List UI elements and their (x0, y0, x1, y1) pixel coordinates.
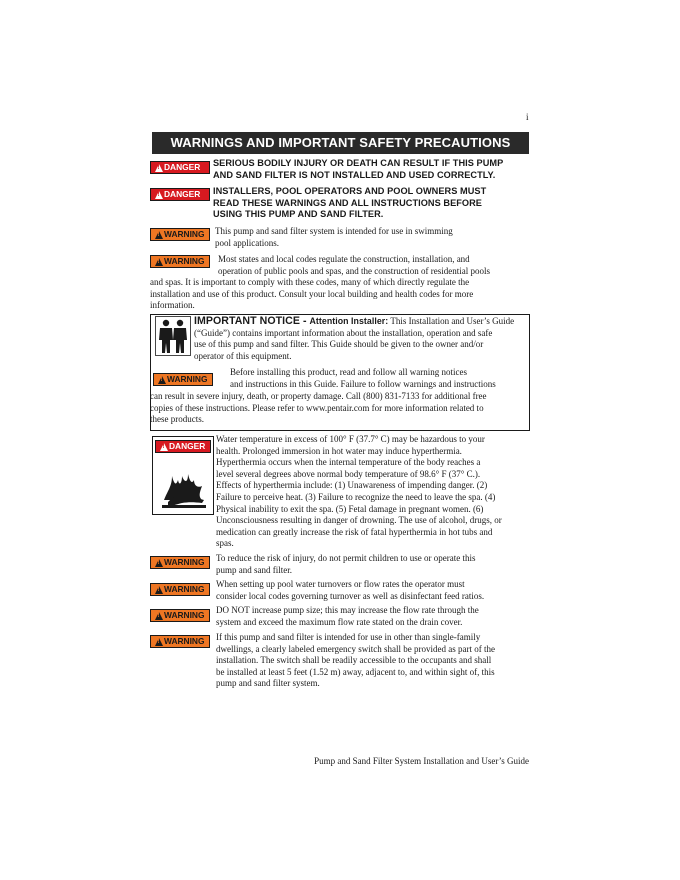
danger-triangle-icon (160, 443, 168, 451)
text-line: Unconsciousness resulting in danger of drowning. The use of alcohol, drugs, or (216, 515, 502, 526)
text-line: Physical inability to exit the spa. (5) Fetal damage in pregnant women. (6) (216, 503, 484, 514)
warning-triangle-icon (155, 638, 163, 646)
danger-badge-label: DANGER (169, 441, 206, 451)
text-line: can result in severe injury, death, or property damage. Call (800) 831-7133 for additional free (150, 391, 487, 401)
text-line: This pump and sand filter system is intended for use in swimming (215, 226, 453, 236)
text-line: information. (150, 300, 195, 311)
warning-badge-label: WARNING (164, 610, 205, 620)
text-line: SERIOUS BODILY INJURY OR DEATH CAN RESULT IF THIS PUMP (213, 158, 504, 168)
text-line: To reduce the risk of injury, do not permit children to use or operate this (216, 553, 476, 563)
warning-badge-label: WARNING (164, 229, 205, 239)
text-line: This Installation and User’s Guide (388, 316, 515, 326)
text-line: medication can greatly increase the risk of fatal hyperthermia in hot tubs and (216, 526, 493, 537)
notice-text (194, 316, 528, 362)
warning-6-text (216, 632, 536, 690)
text-line: READ THESE WARNINGS AND ALL INSTRUCTIONS BEFORE (213, 197, 482, 208)
notice-warning-text (150, 391, 530, 426)
warning-badge-label: WARNING (164, 584, 205, 594)
danger-triangle-icon (155, 164, 163, 172)
warning-badge-label: WARNING (164, 636, 205, 646)
notice-warning-text-indented (230, 367, 530, 390)
installers-figure-icon (155, 316, 191, 356)
danger-badge-label: DANGER (164, 162, 201, 172)
warning-triangle-icon (155, 258, 163, 266)
text-line: Failure to perceive heat. (3) Failure to recognize the need to leave the spa. (4) (216, 491, 496, 502)
text-line: use of this pump and sand filter. This Guide should be given to the owner and/or (194, 339, 484, 350)
burning-hand-icon (158, 456, 210, 512)
warning-triangle-icon (158, 376, 166, 384)
text-line: (“Guide”) contains important information about the installation, operation and safe (194, 327, 493, 338)
text-line: Effects of hyperthermia include: (1) Unawareness of impending danger. (2) (216, 480, 488, 491)
text-line: Water temperature in excess of 100° F (37.7° C) may be hazardous to your (216, 434, 485, 444)
page-footer: Pump and Sand Filter System Installation and User’s Guide (314, 756, 529, 766)
danger-badge (150, 188, 210, 201)
danger-2-text (213, 186, 533, 221)
warning-badge (150, 609, 210, 622)
text-line: consider local codes governing turnover as well as disinfectant feed ratios. (216, 590, 485, 601)
warning-3-text (216, 553, 536, 576)
warning-badge (150, 635, 210, 648)
warning-badge (150, 255, 210, 268)
text-line: DO NOT increase pump size; this may increase the flow rate through the (216, 605, 479, 615)
text-line: operation of public pools and spas, and the construction of residential pools (218, 265, 490, 276)
warning-2-text (150, 277, 535, 312)
text-line: Before installing this product, read and follow all warning notices (230, 367, 467, 377)
text-line: When setting up pool water turnovers or flow rates the operator must (216, 579, 465, 589)
danger-badge-label: DANGER (164, 189, 201, 199)
warning-badge (150, 583, 210, 596)
text-line: pump and sand filter system. (216, 678, 320, 689)
text-line: and instructions in this Guide. Failure to follow warnings and instructions (230, 378, 496, 389)
text-line: health. Prolonged immersion in hot water may induce hyperthermia. (216, 445, 462, 456)
text-line: be installed at least 5 feet (1.52 m) away, adjacent to, and within sight of, this (216, 666, 495, 677)
page-title: WARNINGS AND IMPORTANT SAFETY PRECAUTIONS (152, 132, 529, 154)
warning-badge (153, 373, 213, 386)
danger-3-text (216, 434, 536, 550)
warning-badge (150, 228, 210, 241)
warning-badge-label: WARNING (164, 256, 205, 266)
warning-5-text (216, 605, 536, 628)
text-line: system and exceed the maximum flow rate stated on the drain cover. (216, 616, 463, 627)
text-line: copies of these instructions. Please refer to www.pentair.com for more information related to (150, 402, 484, 413)
text-line: spas. (216, 538, 234, 549)
text-line: pump and sand filter. (216, 564, 292, 575)
warning-2-text-indented (218, 254, 536, 277)
danger-1-text (213, 158, 533, 181)
text-line: Hyperthermia occurs when the internal temperature of the body reaches a (216, 457, 481, 468)
page-number: i (526, 112, 529, 122)
warning-badge-label: WARNING (167, 374, 208, 384)
danger-badge (155, 440, 211, 453)
text-line: pool applications. (215, 237, 279, 248)
warning-badge-label: WARNING (164, 557, 205, 567)
warning-triangle-icon (155, 231, 163, 239)
text-line: these products. (150, 414, 204, 425)
text-line: AND SAND FILTER IS NOT INSTALLED AND USED CORRECTLY. (213, 169, 496, 180)
text-line: If this pump and sand filter is intended for use in other than single-family (216, 632, 481, 642)
danger-badge (150, 161, 210, 174)
notice-heading: IMPORTANT NOTICE - (194, 315, 310, 327)
text-line: level several degrees above normal body temperature of 98.6° F (37° C.). (216, 468, 481, 479)
text-line: installation. The switch shall be readily accessible to the occupants and shall (216, 655, 492, 666)
warning-triangle-icon (155, 586, 163, 594)
text-line: operator of this equipment. (194, 350, 292, 361)
danger-triangle-icon (155, 191, 163, 199)
text-line: and spas. It is important to comply with these codes, many of which directly regulate the (150, 277, 470, 287)
notice-subheading: Attention Installer: (309, 316, 389, 326)
text-line: installation and use of this product. Consult your local building and health codes for more (150, 288, 474, 299)
warning-1-text (215, 226, 535, 249)
warning-triangle-icon (155, 612, 163, 620)
text-line: dwellings, a clearly labeled emergency switch shall be provided as part of the (216, 643, 495, 654)
text-line: INSTALLERS, POOL OPERATORS AND POOL OWNERS MUST (213, 186, 487, 196)
warning-badge (150, 556, 210, 569)
warning-triangle-icon (155, 559, 163, 567)
warning-4-text (216, 579, 536, 602)
text-line: Most states and local codes regulate the construction, installation, and (218, 254, 470, 264)
text-line: USING THIS PUMP AND SAND FILTER. (213, 209, 384, 220)
